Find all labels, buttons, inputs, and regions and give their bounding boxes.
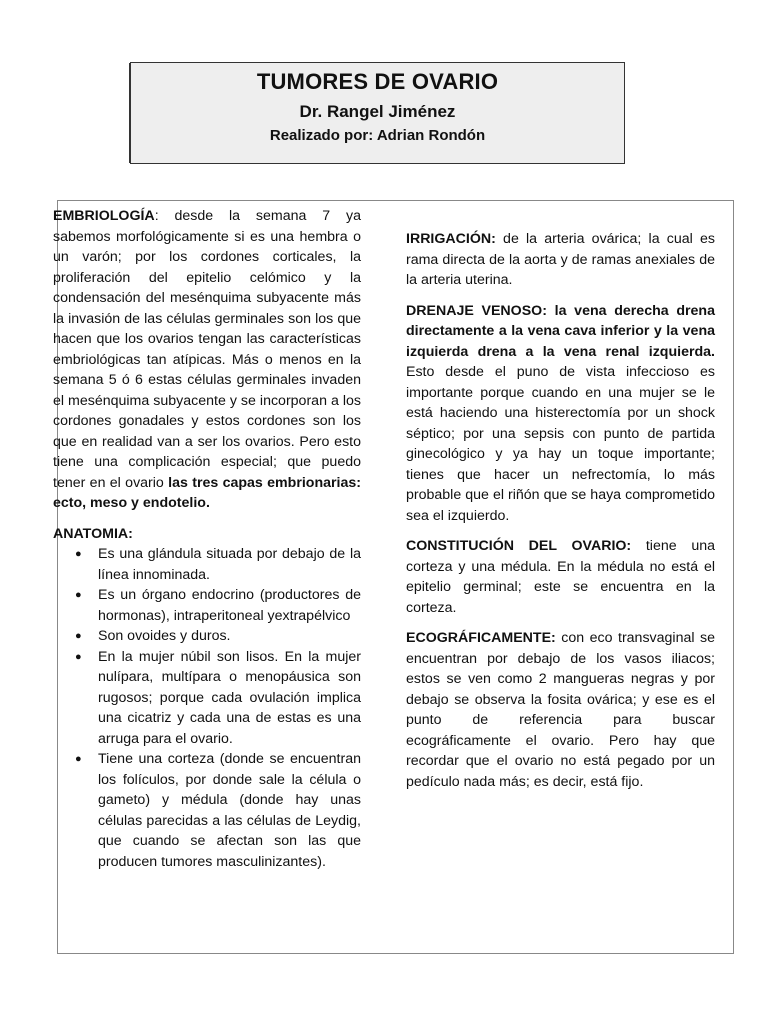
left-column — [53, 206, 361, 872]
title-box-shadow — [129, 63, 131, 163]
embriologia-bold: las tres capas embrionarias: ecto, meso y endotelio. — [53, 474, 361, 511]
list-item: ● Es un órgano endocrino (productores de hormonas), intraperitoneal yextrapélvico — [53, 585, 361, 626]
constitucion-paragraph — [406, 536, 715, 618]
embriologia-text: : desde la semana 7 ya sabemos morfológicamente si es una hembra o un varón; por los cordones corticales, la proliferación del epitelio celómico y la condensación del mesénquima subyacente más la invasión de las células germinales son los que hacen que los ovarios tengan las características embriológicas tan atípicas. Más o menos en la semana 5 ó 6 estas células germinales invaden el mesénquima subyacente y se incorporan a los cordones gonadales y estos cordones son los que en realidad van a ser los ovarios. Pero esto tiene una complicación especial; que puedo tener en el ovario — [53, 208, 361, 491]
constitucion-label: CONSTITUCIÓN DEL OVARIO: — [406, 538, 632, 554]
list-item: ● Son ovoides y duros. — [53, 626, 361, 647]
drenaje-paragraph — [406, 301, 715, 527]
list-item: ● Tiene una corteza (donde se encuentran los folículos, por donde sale la célula o gameto) y médula (donde hay unas células parecidas a las células de Leydig, que cuando se afectan son las que producen tumores masculinizantes). — [53, 749, 361, 872]
drenaje-text: Esto desde el puno de vista infeccioso es importante porque cuando en una mujer se le está haciendo una histerectomía por un shock séptico; por una sepsis con punto de partida ginecológico y ya hay un toque importante; tienes que hacer un nefrectomía, lo más probable que el riñón que se haya comprometido sea el izquierdo. — [406, 364, 715, 524]
eco-label: ECOGRÁFICAMENTE: — [406, 630, 556, 646]
anatomia-list — [53, 544, 361, 872]
irrigacion-paragraph — [406, 229, 715, 291]
constitucion-text: tiene una corteza y una médula. En la médula no está el epitelio germinal; este se encuentra en la corteza. — [406, 538, 715, 616]
right-column — [406, 229, 715, 802]
document-author: Dr. Rangel Jiménez — [299, 102, 456, 121]
irrigacion-label: IRRIGACIÓN: — [406, 231, 496, 247]
title-box — [130, 62, 625, 164]
irrigacion-text: de la arteria ovárica; la cual es rama directa de la aorta y de ramas anexiales de la arteria uterina. — [406, 231, 715, 288]
document-title: TUMORES DE OVARIO — [256, 69, 499, 94]
eco-text: con eco transvaginal se encuentran por debajo de los vasos iliacos; estos se ven como 2 mangueras negras y por debajo se observa la fosita ovárica; y ese es el punto de referencia para buscar ecográficamente el ovario. Pero hay que recordar que el ovario no está pegado por un pedículo nada más; es decir, está fijo. — [406, 630, 715, 790]
document-made-by: Realizado por: Adrian Rondón — [269, 127, 486, 144]
anatomia-label: ANATOMIA: — [53, 525, 133, 542]
list-item: ● Es una glándula situada por debajo de la línea innominada. — [53, 544, 361, 585]
embriologia-label: EMBRIOLOGÍA — [53, 208, 155, 224]
embriologia-paragraph — [53, 206, 361, 514]
list-item: ● En la mujer núbil son lisos. En la mujer nulípara, multípara o menopáusica son rugosos; porque cada ovulación implica una cicatriz y cada una de estas es una arruga para el ovario. — [53, 647, 361, 750]
eco-paragraph — [406, 628, 715, 792]
drenaje-bold: DRENAJE VENOSO: la vena derecha drena directamente a la vena cava inferior y la vena izquierda drena a la vena renal izquierda. — [406, 302, 715, 360]
